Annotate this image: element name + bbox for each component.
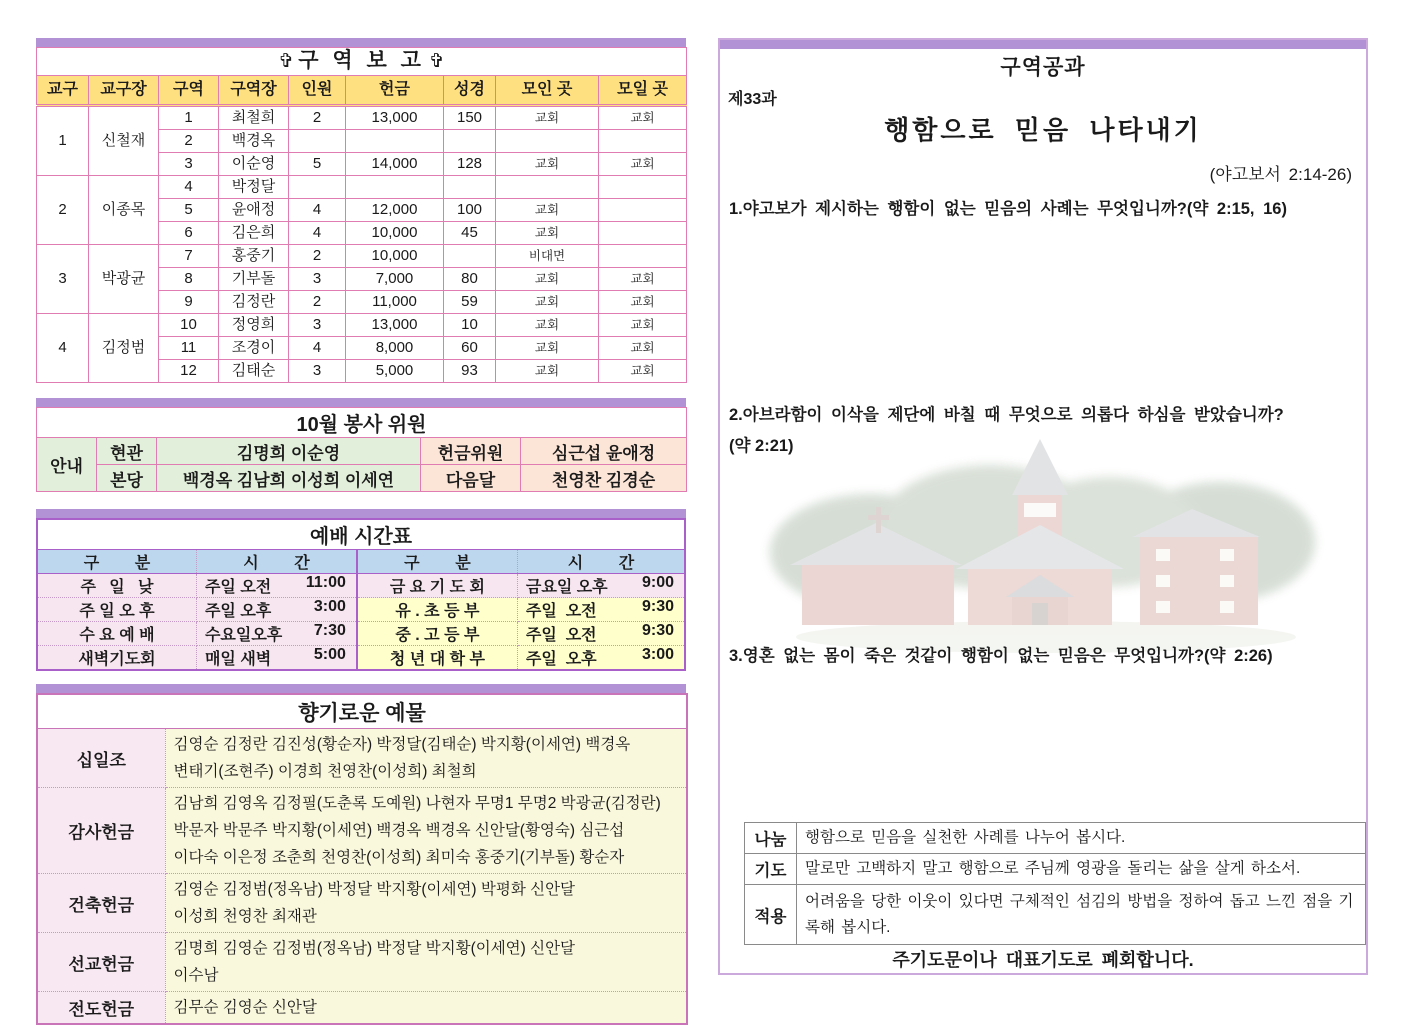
cell-meet-place — [599, 199, 687, 222]
cell-count: 3 — [289, 268, 346, 291]
cell-met-place: 교회 — [496, 268, 599, 291]
cell-district: 4 — [37, 314, 89, 383]
cell-service-time — [196, 646, 356, 671]
cell-offering-names — [165, 729, 687, 788]
cell-meet-place — [599, 222, 687, 245]
cell-discussion-text: 말로만 고백하지 말고 행함으로 주님께 영광을 돌리는 삶을 살게 하소서. — [797, 854, 1366, 885]
cell-area-no: 6 — [159, 222, 219, 245]
names-line: 변태기(조현주) 이경희 천영찬(이성희) 최철희 — [173, 763, 477, 780]
cell-met-place: 교회 — [496, 360, 599, 383]
cell-district: 2 — [37, 176, 89, 245]
table-row — [37, 408, 687, 438]
column-header: 구 분 — [357, 550, 517, 574]
cell-bible: 100 — [444, 199, 496, 222]
cell-bible — [444, 130, 496, 153]
cell-service-name: 유 . 초 등 부 — [357, 598, 517, 622]
cell-service-name: 주 일 낮 — [37, 574, 196, 598]
cell-count: 4 — [289, 199, 346, 222]
district-report-table — [36, 47, 687, 383]
cell-service-time — [196, 622, 356, 646]
cell-offering: 7,000 — [346, 268, 444, 291]
cell-met-place — [496, 130, 599, 153]
question-3: 3.영혼 없는 몸이 죽은 것같이 행함이 없는 믿음은 무엇입니까?(약 2:26) — [729, 647, 1273, 665]
cell-count: 4 — [289, 222, 346, 245]
table-row — [745, 885, 1366, 945]
accent-bar — [36, 684, 686, 693]
time-label: 수요일오후 — [204, 627, 283, 644]
schedule-title: 예배 시간표 — [37, 519, 685, 550]
cell-count: 3 — [289, 314, 346, 337]
discussion-section — [744, 822, 1365, 945]
time-label: 주일 오전 — [204, 579, 272, 596]
table-header-row — [37, 76, 687, 106]
cell-met-place: 교회 — [496, 222, 599, 245]
scripture-reference: (야고보서 2:14-26) — [1209, 165, 1352, 184]
cell-district-leader: 이종목 — [89, 176, 159, 245]
cell-met-place: 교회 — [496, 291, 599, 314]
time-value: 9:30 — [641, 598, 674, 615]
cell-met-place: 교회 — [496, 314, 599, 337]
names-line: 김남희 김영옥 김정필(도춘록 도예원) 나현자 무명1 무명2 박광균(김정란) — [173, 795, 661, 812]
cell-meet-place — [599, 130, 687, 153]
cell-offering-type: 건축헌금 — [37, 874, 165, 933]
names-line: 김영순 김정란 김진성(황순자) 박정달(김태순) 박지황(이세연) 백경옥 — [173, 736, 631, 753]
cell-area-leader: 이순영 — [219, 153, 289, 176]
discussion-table — [744, 822, 1366, 945]
column-header: 구역 — [159, 76, 219, 106]
column-header: 성경 — [444, 76, 496, 106]
cell-service-name: 금 요 기 도 회 — [357, 574, 517, 598]
cell-area-leader: 백경옥 — [219, 130, 289, 153]
cell-service-name: 새벽기도회 — [37, 646, 196, 671]
cell-offering-type: 선교헌금 — [37, 933, 165, 992]
column-header: 교구 — [37, 76, 89, 106]
cell-count: 2 — [289, 245, 346, 268]
table-row — [37, 314, 687, 337]
cell-guide: 안내 — [37, 438, 97, 492]
names-line: 김명희 김영순 김정범(정옥남) 박정달 박지황(이세연) 신안달 — [173, 940, 576, 957]
cell-role-names: 심근섭 윤애정 — [521, 438, 687, 465]
cell-area-leader: 기부돌 — [219, 268, 289, 291]
cell-discussion-text: 행함으로 믿음을 실천한 사례를 나누어 봅시다. — [797, 823, 1366, 854]
cell-district: 3 — [37, 245, 89, 314]
cell-offering: 10,000 — [346, 245, 444, 268]
cell-bible: 93 — [444, 360, 496, 383]
table-row — [37, 729, 687, 788]
cell-area-leader: 김태순 — [219, 360, 289, 383]
lesson-number: 제33과 — [728, 91, 777, 108]
cell-area-no: 2 — [159, 130, 219, 153]
cell-area-no: 12 — [159, 360, 219, 383]
cell-count — [289, 176, 346, 199]
names-line: 이수남 — [173, 967, 219, 984]
cell-area-no: 8 — [159, 268, 219, 291]
cell-area-leader: 홍중기 — [219, 245, 289, 268]
accent-bar — [36, 38, 686, 47]
accent-bar — [720, 40, 1366, 49]
cell-service-time — [517, 646, 685, 671]
column-header: 모인 곳 — [496, 76, 599, 106]
left-column — [36, 38, 686, 1025]
cell-offering-names — [165, 933, 687, 992]
cell-meet-place: 교회 — [599, 153, 687, 176]
cell-offering: 13,000 — [346, 314, 444, 337]
cell-meet-place: 교회 — [599, 106, 687, 130]
cell-service-time — [196, 574, 356, 598]
cell-area-leader: 최철희 — [219, 106, 289, 130]
title-text: 구 역 보 고 — [298, 49, 425, 72]
cell-count: 5 — [289, 153, 346, 176]
spacer — [36, 671, 686, 684]
cell-discussion-label: 적용 — [745, 885, 797, 945]
time-value: 7:30 — [313, 622, 346, 639]
cell-area-no: 9 — [159, 291, 219, 314]
cell-offering: 14,000 — [346, 153, 444, 176]
cell-names: 백경옥 김남희 이성희 이세연 — [157, 465, 421, 492]
time-value: 3:00 — [641, 646, 674, 663]
cell-met-place: 교회 — [496, 106, 599, 130]
cell-met-place: 교회 — [496, 337, 599, 360]
district-report-title — [37, 48, 687, 76]
cell-meet-place: 교회 — [599, 360, 687, 383]
cell-place: 현관 — [97, 438, 157, 465]
cell-count — [289, 130, 346, 153]
table-row — [37, 465, 687, 492]
cell-meet-place: 교회 — [599, 291, 687, 314]
cell-bible: 150 — [444, 106, 496, 130]
cell-count: 4 — [289, 337, 346, 360]
cell-service-time — [517, 574, 685, 598]
cell-area-no: 7 — [159, 245, 219, 268]
church-art — [770, 439, 1315, 653]
cell-bible: 80 — [444, 268, 496, 291]
cell-offering: 5,000 — [346, 360, 444, 383]
question-1: 1.야고보가 제시하는 행함이 없는 믿음의 사례는 무엇입니까?(약 2:15, 16) — [729, 200, 1287, 218]
names-line: 김무순 김영순 신안달 — [173, 999, 317, 1016]
cell-offering-names — [165, 992, 687, 1025]
cell-area-no: 10 — [159, 314, 219, 337]
time-value: 5:00 — [313, 646, 346, 663]
cell-role-names: 천영찬 김경순 — [521, 465, 687, 492]
table-row — [37, 106, 687, 130]
cell-offering-names — [165, 788, 687, 874]
time-value: 11:00 — [305, 574, 346, 591]
column-header: 인원 — [289, 76, 346, 106]
spacer — [36, 383, 686, 398]
cell-service-name: 주 일 오 후 — [37, 598, 196, 622]
question-2-reference: (약 2:21) — [729, 437, 794, 455]
cell-bible — [444, 245, 496, 268]
lesson-title: 구역공과 — [1000, 56, 1086, 79]
time-label: 주일 오후 — [204, 603, 272, 620]
cell-met-place: 비대면 — [496, 245, 599, 268]
cell-bible: 128 — [444, 153, 496, 176]
table-row — [37, 519, 685, 550]
cell-service-name: 중 . 고 등 부 — [357, 622, 517, 646]
cell-district: 1 — [37, 106, 89, 176]
table-row — [745, 854, 1366, 885]
column-header: 교구장 — [89, 76, 159, 106]
closing-statement: 주기도문이나 대표기도로 폐회합니다. — [892, 950, 1194, 970]
cell-meet-place: 교회 — [599, 268, 687, 291]
table-row — [37, 694, 687, 729]
cell-count: 3 — [289, 360, 346, 383]
cell-offering-type: 전도헌금 — [37, 992, 165, 1025]
lesson-main-title: 행함으로 믿음 나타내기 — [884, 115, 1202, 145]
table-header-row — [37, 550, 685, 574]
table-row — [37, 598, 685, 622]
cell-service-name: 청 년 대 학 부 — [357, 646, 517, 671]
cell-role: 다음달 — [421, 465, 521, 492]
cell-offering-type: 십일조 — [37, 729, 165, 788]
cell-discussion-label: 기도 — [745, 854, 797, 885]
cell-meet-place — [599, 176, 687, 199]
names-line: 이성희 천영찬 최재관 — [173, 908, 317, 925]
time-label: 주일 오후 — [525, 651, 597, 668]
cross-icon: ✞ — [278, 51, 295, 72]
cell-area-no: 3 — [159, 153, 219, 176]
lesson-panel — [718, 38, 1368, 975]
column-header: 구역장 — [219, 76, 289, 106]
accent-bar — [36, 398, 686, 407]
offerings-title: 향기로운 예물 — [37, 694, 687, 729]
cell-discussion-label: 나눔 — [745, 823, 797, 854]
table-row — [37, 933, 687, 992]
cell-offering: 11,000 — [346, 291, 444, 314]
table-row — [37, 646, 685, 671]
cell-meet-place: 교회 — [599, 314, 687, 337]
cell-role: 헌금위원 — [421, 438, 521, 465]
cell-met-place: 교회 — [496, 199, 599, 222]
cell-bible: 10 — [444, 314, 496, 337]
cell-meet-place — [599, 245, 687, 268]
cell-area-no: 5 — [159, 199, 219, 222]
column-header: 구 분 — [37, 550, 196, 574]
cell-count: 2 — [289, 106, 346, 130]
time-label: 매일 새벽 — [204, 651, 272, 668]
cell-discussion-text: 어려움을 당한 이웃이 있다면 구체적인 섬김의 방법을 정하여 돕고 느낀 점을 기록해 봅시다. — [797, 885, 1366, 945]
cross-icon: ✞ — [428, 51, 445, 72]
cell-place: 본당 — [97, 465, 157, 492]
cell-offering: 8,000 — [346, 337, 444, 360]
cell-service-time — [517, 622, 685, 646]
cell-meet-place: 교회 — [599, 337, 687, 360]
column-header: 시 간 — [196, 550, 356, 574]
cell-service-name: 수 요 예 배 — [37, 622, 196, 646]
cell-area-leader: 김은희 — [219, 222, 289, 245]
cell-area-no: 11 — [159, 337, 219, 360]
cell-offering: 10,000 — [346, 222, 444, 245]
cell-offering — [346, 130, 444, 153]
spacer — [36, 492, 686, 509]
worship-schedule-table — [36, 518, 686, 671]
cell-area-leader: 박정달 — [219, 176, 289, 199]
cell-district-leader: 김정범 — [89, 314, 159, 383]
cell-bible: 59 — [444, 291, 496, 314]
table-row — [37, 48, 687, 76]
table-row — [37, 874, 687, 933]
church-illustration — [780, 437, 1312, 649]
cell-bible: 60 — [444, 337, 496, 360]
accent-bar — [36, 509, 686, 518]
volunteers-title: 10월 봉사 위원 — [37, 408, 687, 438]
offerings-table — [36, 693, 688, 1025]
table-row — [37, 438, 687, 465]
table-row — [745, 823, 1366, 854]
cell-area-leader: 윤애정 — [219, 199, 289, 222]
time-value: 9:30 — [641, 622, 674, 639]
names-line: 이다숙 이은정 조춘희 천영찬(이성희) 최미숙 홍중기(기부돌) 황순자 — [173, 849, 625, 866]
cell-met-place — [496, 176, 599, 199]
column-header: 모일 곳 — [599, 76, 687, 106]
names-line: 박문자 박문주 박지황(이세연) 백경옥 백경옥 신안달(황영숙) 심근섭 — [173, 822, 625, 839]
cell-count: 2 — [289, 291, 346, 314]
cell-met-place: 교회 — [496, 153, 599, 176]
cell-offering: 13,000 — [346, 106, 444, 130]
cell-offering-names — [165, 874, 687, 933]
names-line: 김영순 김정범(정옥남) 박정달 박지황(이세연) 박평화 신안달 — [173, 881, 576, 898]
table-row — [37, 176, 687, 199]
time-label: 주일 오전 — [525, 603, 597, 620]
cell-area-no: 4 — [159, 176, 219, 199]
question-2: 2.아브라함이 이삭을 제단에 바칠 때 무엇으로 의롭다 하심을 받았습니까? — [729, 406, 1284, 424]
cell-area-no: 1 — [159, 106, 219, 130]
cell-service-time — [196, 598, 356, 622]
time-value: 3:00 — [313, 598, 346, 615]
table-row — [37, 245, 687, 268]
cell-offering: 12,000 — [346, 199, 444, 222]
cell-bible: 45 — [444, 222, 496, 245]
cell-district-leader: 신철재 — [89, 106, 159, 176]
cell-district-leader: 박광균 — [89, 245, 159, 314]
volunteers-table — [36, 407, 687, 492]
time-label: 주일 오전 — [525, 627, 597, 644]
cell-service-time — [517, 598, 685, 622]
cell-offering — [346, 176, 444, 199]
table-row — [37, 574, 685, 598]
cell-names: 김명희 이순영 — [157, 438, 421, 465]
column-header: 헌금 — [346, 76, 444, 106]
cell-area-leader: 김정란 — [219, 291, 289, 314]
time-label: 금요일 오후 — [525, 579, 608, 596]
cell-bible — [444, 176, 496, 199]
cell-offering-type: 감사헌금 — [37, 788, 165, 874]
table-row — [37, 788, 687, 874]
cell-area-leader: 정영희 — [219, 314, 289, 337]
table-row — [37, 622, 685, 646]
table-row — [37, 992, 687, 1025]
cell-area-leader: 조경이 — [219, 337, 289, 360]
time-value: 9:00 — [641, 574, 674, 591]
column-header: 시 간 — [517, 550, 685, 574]
